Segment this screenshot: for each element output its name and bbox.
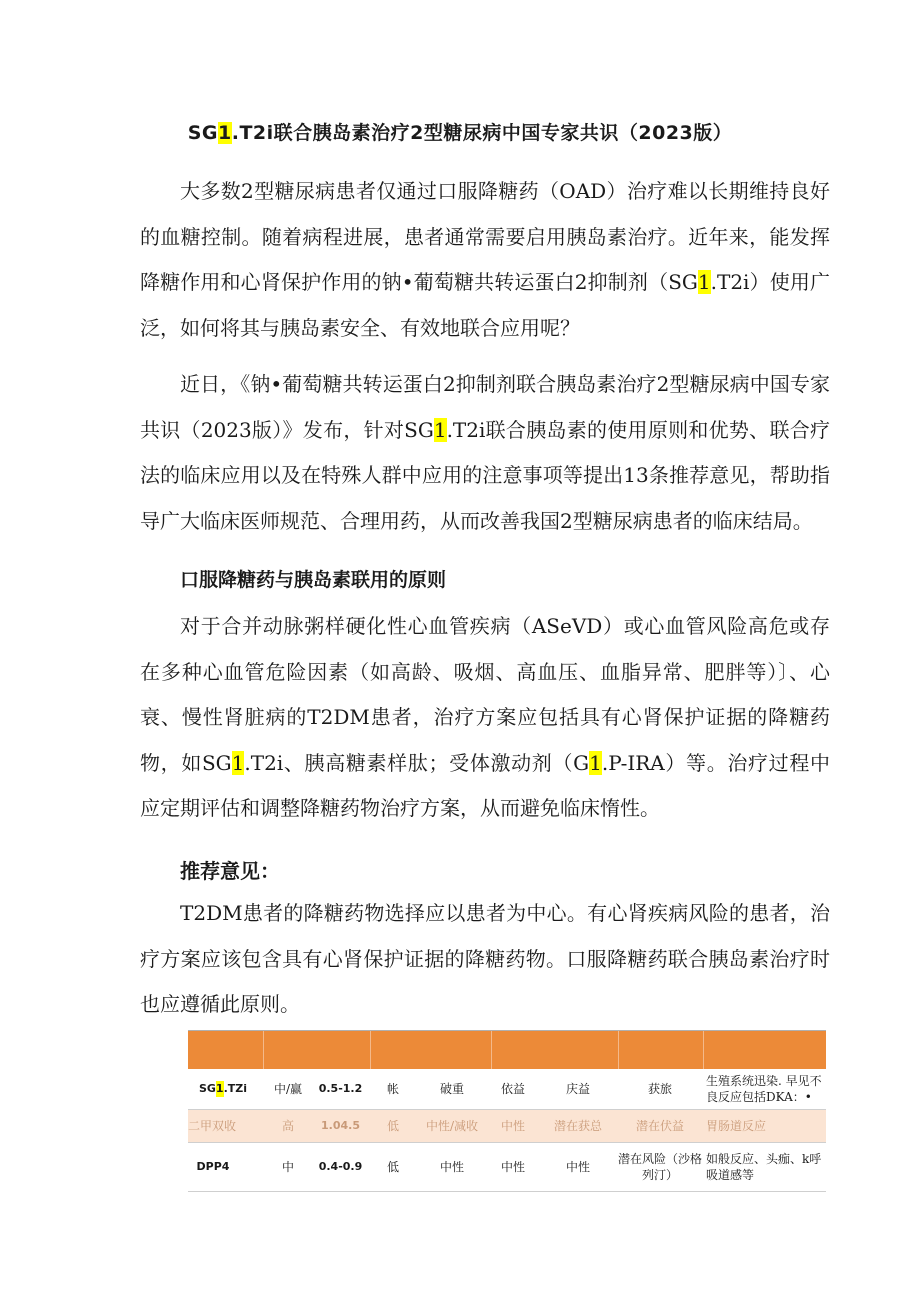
drug-comparison-table [188,1030,826,1192]
recommendation-heading: 推荐意见： [180,859,280,883]
weight-cell: 中性 [439,1160,464,1174]
principle-paragraph: 对于合并动脉粥样硬化性心血管疾病（ASeVD）或心血管风险高危或存在多种心血管危险因素（如高龄、吸烟、高血压、血脂异常、肥胖等）〕、心衰、慢性肾脏病的T2DM患者，治疗方案应包括具有心肾保护证据的降糖药物，如SG1.T2i、胰高糖素样肽；受体激动剂（G1.P-IRA）等。治疗过程中应定期评估和调整降糖药物治疗方案，从而避免临床惰性。 [140,614,831,820]
drug-name-cell: DPP4 [196,1160,230,1173]
table-row [188,1110,826,1143]
adverse-cell: 如般反应、头痂、k呼吸道感等 [706,1152,822,1182]
table-row [188,1143,826,1192]
highlight-mark: 1 [433,417,447,442]
hf-cell: 庆益 [565,1082,590,1096]
hf-cell: 中性 [565,1160,590,1174]
renal-cell: 潜在风险（沙格列汀） [618,1152,703,1182]
drug-name-cell: 二甲双收 [188,1119,237,1133]
adverse-cell: 胃肠道反应 [706,1119,767,1133]
cv-cell: 中性 [500,1160,525,1174]
renal-cell: 获旅 [647,1082,672,1096]
efficacy-cell: 高 [281,1119,294,1133]
intro-paragraph: 大多数2型糖尿病患者仅通过口服降糖药（OAD）治疗难以长期维持良好的血糖控制。随着病程进展，患者通常需要启用胰岛素治疗。近年来，能发挥降糖作用和心肾保护作用的钠•葡萄糖共转运蛋白2抑制剂（SG1.T2i）使用广泛，如何将其与胰岛素安全、有效地联合应用呢？ [140,179,830,340]
weight-cell: 中性/减收 [425,1119,479,1133]
section-heading: 口服降糖药与胰岛素联用的原则 [180,569,447,591]
recommendation-paragraph: T2DM患者的降糖药物选择应以患者为中心。有心肾疾病风险的患者，治疗方案应该包含具有心肾保护证据的降糖药物。口服降糖药联合胰岛素治疗时也应遵循此原则。 [140,901,830,1016]
hypoglycemia-cell: 帐 [386,1082,399,1096]
page-title: SG1.T2i联合胰岛素治疗2型糖尿病中国专家共识（2023版） [187,122,733,144]
table-header-row [188,1030,826,1069]
weight-cell: 破重 [439,1082,464,1096]
table-row [188,1069,826,1110]
hba1c-cell: 1.04.5 [321,1119,360,1132]
highlight-mark: 1 [231,750,245,775]
hypoglycemia-cell: 低 [386,1119,399,1133]
hypoglycemia-cell: 低 [386,1160,399,1174]
adverse-cell: 生殖系统迅染. 早见不良反应包括DKA：• [706,1074,822,1104]
drug-name-cell: SG 1 .TZi [198,1082,248,1095]
efficacy-cell: 中/赢 [273,1082,303,1096]
announcement-paragraph: 近日，《钠•葡萄糖共转运蛋白2抑制剂联合胰岛素治疗2型糖尿病中国专家共识（2023版）》发布，针对SG1.T2i联合胰岛素的使用原则和优势、联合疗法的临床应用以及在特殊人群中应用的注意事项等提出13条推荐意见，帮助指导广大临床医师规范、合理用药，从而改善我国2型糖尿病患者的临床结局。 [140,372,830,533]
hba1c-cell: 0.5-1.2 [318,1082,363,1095]
highlight-mark: 1 [589,750,602,775]
highlight-mark: 1 [215,1082,224,1095]
hf-cell: 潜在获总 [553,1119,602,1133]
highlight-mark: 1 [697,270,711,294]
efficacy-cell: 中 [281,1160,294,1174]
renal-cell: 潜在伏益 [635,1119,684,1133]
cv-cell: 中性 [500,1119,525,1133]
cv-cell: 依益 [500,1082,525,1096]
highlight-mark: 1 [218,122,232,144]
hba1c-cell: 0.4-0.9 [318,1160,363,1173]
